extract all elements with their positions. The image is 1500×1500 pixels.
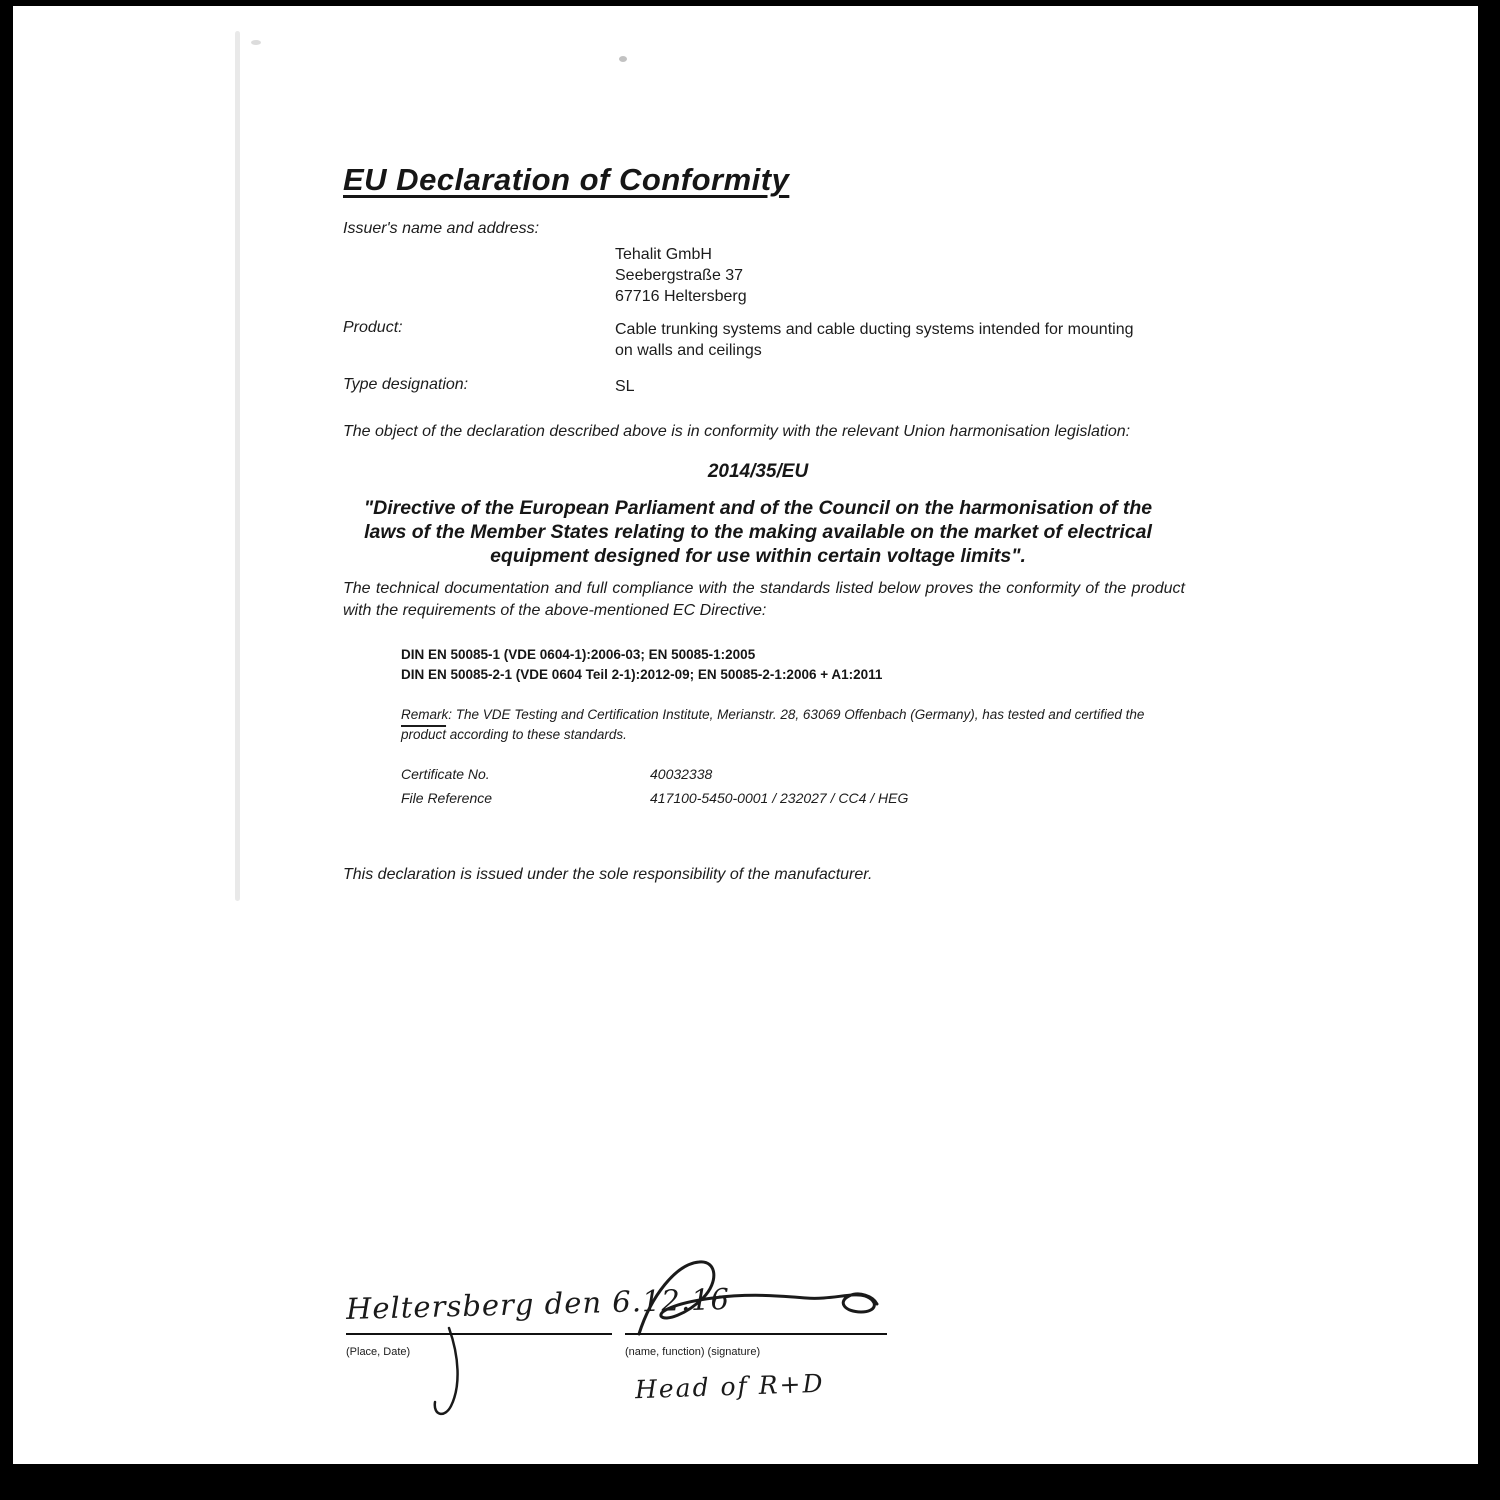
- standards-list: [401, 645, 882, 685]
- document-page: [13, 6, 1478, 1464]
- handwritten-place-date: Heltersberg den 6.12.16: [345, 1281, 731, 1327]
- file-reference-value: 417100-5450-0001 / 232027 / CC4 / HEG: [650, 790, 909, 806]
- place-date-caption: (Place, Date): [346, 1346, 411, 1358]
- document-title: EU Declaration of Conformity: [343, 162, 790, 197]
- issuer-label: Issuer's name and address:: [343, 220, 540, 237]
- product-value: [615, 319, 1134, 361]
- file-reference-label: File Reference: [401, 790, 493, 806]
- standard-line-2: DIN EN 50085-2-1 (VDE 0604 Teil 2-1):2012-09; EN 50085-2-1:2006 + A1:2011: [401, 667, 883, 682]
- conformity-intro-paragraph: The object of the declaration described above is in conformity with the relevant Union harmonisation legislation:: [343, 423, 1131, 440]
- remark-line-2-rest: according to these standards.: [446, 727, 627, 742]
- type-designation-label: Type designation:: [343, 376, 469, 393]
- issuer-city: 67716 Heltersberg: [615, 288, 747, 305]
- scan-speck-artifact: [619, 56, 627, 62]
- remark-paragraph: [401, 705, 1161, 745]
- responsibility-statement: This declaration is issued under the sole responsibility of the manufacturer.: [343, 866, 873, 883]
- scan-speck-artifact-2: [251, 40, 261, 45]
- certificate-label: Certificate No.: [401, 766, 490, 782]
- directive-quote: "Directive of the European Parliament and of the Council on the harmonisation of the laws of the Member States relating to the making available on the market of electrical equipment designed for use within certain voltage limits".: [363, 497, 1153, 567]
- product-value-line1: Cable trunking systems and cable ducting systems intended for mounting: [615, 321, 1134, 338]
- place-date-underline: [346, 1333, 612, 1335]
- technical-documentation-paragraph: The technical documentation and full compliance with the standards listed below proves the conformity of the product with the requirements of the above-mentioned EC Directive:: [343, 580, 1185, 619]
- product-value-line2: on walls and ceilings: [615, 342, 762, 359]
- type-designation-value: SL: [615, 378, 635, 395]
- signature-underline: [625, 1333, 887, 1335]
- product-label: Product:: [343, 319, 403, 336]
- remark-line-2: [401, 725, 1161, 745]
- name-function-caption: (name, function) (signature): [625, 1346, 761, 1358]
- issuer-name: Tehalit GmbH: [615, 246, 712, 263]
- directive-number: 2014/35/EU: [707, 461, 809, 482]
- remark-product-word: product: [401, 727, 447, 742]
- standard-line-1: DIN EN 50085-1 (VDE 0604-1):2006-03; EN 50085-1:2005: [401, 647, 756, 662]
- scan-streak-artifact: [235, 31, 240, 901]
- remark-line-1: Remark: The VDE Testing and Certification Institute, Merianstr. 28, 63069 Offenbach (Germany), has tested and certified the: [401, 707, 1145, 722]
- handwritten-function: Head of R+D: [634, 1368, 825, 1405]
- issuer-street: Seebergstraße 37: [615, 267, 744, 284]
- issuer-address-block: [615, 244, 747, 307]
- signature-scribble: [621, 1256, 911, 1341]
- certificate-value: 40032338: [650, 766, 713, 782]
- handwriting-descender-stroke: [421, 1326, 481, 1421]
